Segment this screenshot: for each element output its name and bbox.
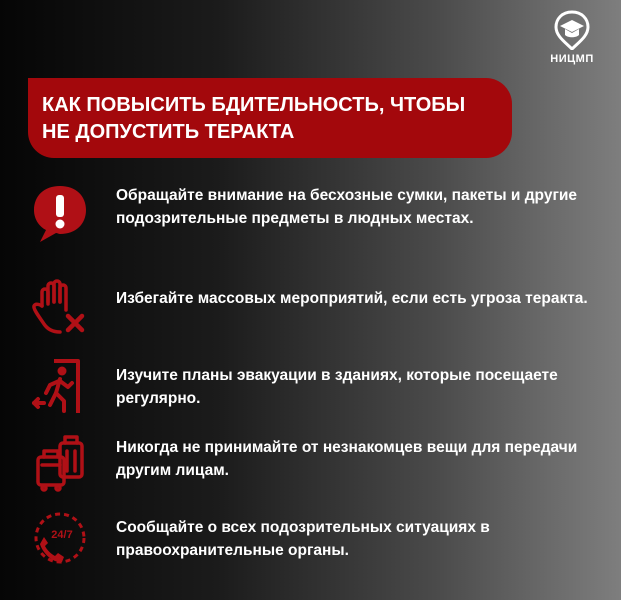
item-text: Никогда не принимайте от незнакомцев вещи для передачи другим лицам. bbox=[116, 439, 578, 479]
brand-logo bbox=[537, 10, 607, 70]
support-hours-label: 24/7 bbox=[51, 529, 73, 541]
title-banner bbox=[28, 78, 512, 158]
graduation-cap-pin-icon bbox=[552, 10, 592, 50]
logo-text: НИЦМП bbox=[550, 53, 594, 65]
item-text: Избегайте массовых мероприятий, если есть угроза теракта. bbox=[116, 290, 588, 307]
page-title-line-1: КАК ПОВЫСИТЬ БДИТЕЛЬНОСТЬ, ЧТОБЫ bbox=[42, 94, 466, 116]
phone-24-7-icon bbox=[28, 508, 92, 572]
item-text: Изучите планы эвакуации в зданиях, которые посещаете регулярно. bbox=[116, 367, 558, 407]
page-title bbox=[42, 92, 482, 146]
luggage-icon bbox=[28, 429, 92, 493]
page-title-line-2: НЕ ДОПУСТИТЬ ТЕРАКТА bbox=[42, 121, 295, 143]
evacuation-exit-icon bbox=[28, 355, 92, 419]
warning-exclamation-icon bbox=[28, 182, 92, 246]
stop-hand-icon bbox=[28, 276, 92, 340]
item-text: Сообщайте о всех подозрительных ситуациях в правоохранительные органы. bbox=[116, 519, 490, 559]
item-text: Обращайте внимание на бесхозные сумки, пакеты и другие подозрительные предметы в людных местах. bbox=[116, 187, 578, 227]
